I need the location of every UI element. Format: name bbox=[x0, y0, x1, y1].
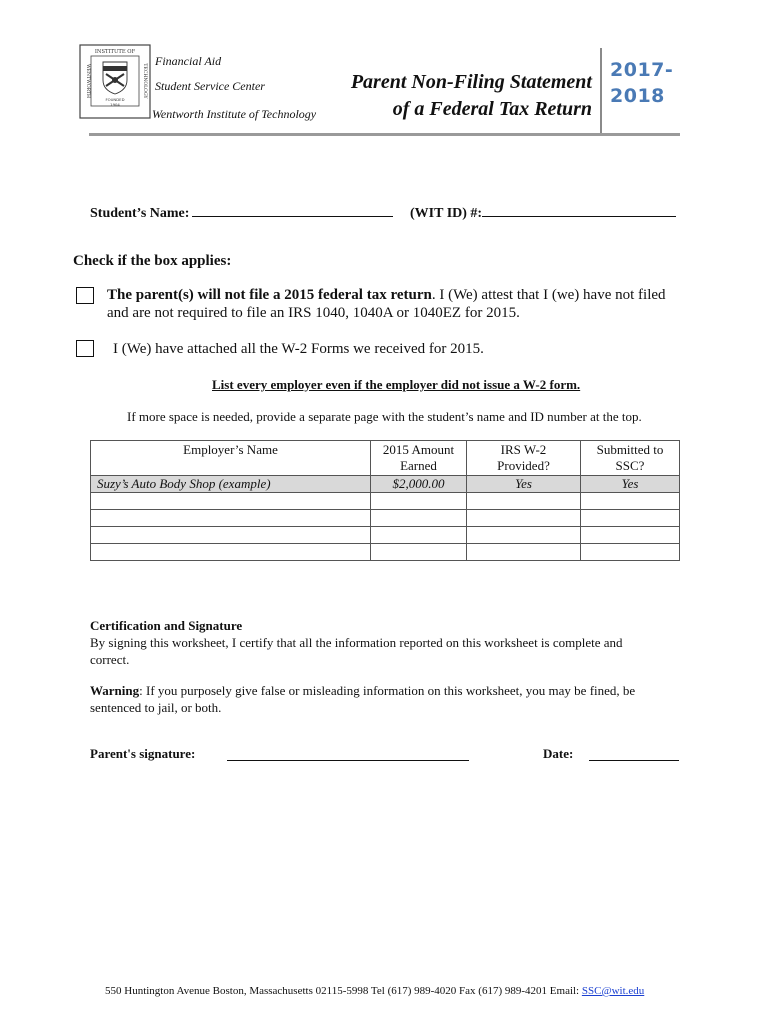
option-not-filing-bold: The parent(s) will not file a 2015 federal tax return bbox=[107, 287, 432, 303]
table-row bbox=[91, 510, 680, 527]
option-not-filing-rest: . I (We) attest that I (we) have not filed bbox=[431, 287, 666, 303]
parent-signature-label: Parent's signature: bbox=[90, 746, 196, 761]
org-institute-name: Wentworth Institute of Technology bbox=[152, 107, 317, 121]
cell-submitted[interactable] bbox=[581, 510, 680, 527]
certification-heading: Certification and Signature bbox=[90, 618, 243, 633]
table-row bbox=[91, 493, 680, 510]
form-title-line2: of a Federal Tax Return bbox=[392, 98, 592, 120]
cell-employer-name[interactable] bbox=[91, 493, 371, 510]
warning-text bbox=[90, 683, 635, 699]
student-name-field[interactable] bbox=[192, 205, 393, 217]
warning-text-line2: sentenced to jail, or both. bbox=[90, 700, 222, 715]
academic-year-line1: 2017- bbox=[610, 59, 674, 81]
warning-text-line1: : If you purposely give false or misleading information on this worksheet, you may be fined, be bbox=[139, 683, 636, 698]
header-employer-name: Employer’s Name bbox=[91, 441, 371, 476]
option-not-filing-text-line2: and are not required to file an IRS 1040, 1040A or 1040EZ for 2015. bbox=[107, 305, 520, 321]
wit-id-label: (WIT ID) #: bbox=[410, 206, 483, 221]
footer-email-link[interactable]: SSC@wit.edu bbox=[581, 985, 645, 997]
header-w2-provided: IRS W-2 Provided? bbox=[467, 441, 581, 476]
header-amount-earned: 2015 Amount Earned bbox=[371, 441, 467, 476]
svg-text:INSTITUTE OF: INSTITUTE OF bbox=[94, 49, 136, 55]
certification-text-line1: By signing this worksheet, I certify that all the information reported on this worksheet is complete and bbox=[90, 635, 623, 650]
cell-employer-name[interactable] bbox=[91, 510, 371, 527]
footer-address: 550 Huntington Avenue Boston, Massachusetts 02115-5998 Tel (617) 989-4020 Fax (617) 989-4201 Email: bbox=[105, 985, 582, 997]
header-divider-vertical bbox=[600, 48, 602, 134]
warning-label: Warning bbox=[90, 683, 140, 698]
org-student-service-center: Student Service Center bbox=[155, 79, 265, 93]
date-field[interactable] bbox=[589, 749, 679, 761]
cell-amount: $2,000.00 bbox=[371, 476, 467, 493]
cell-w2-provided: Yes bbox=[467, 476, 581, 493]
student-name-label: Student’s Name: bbox=[90, 206, 190, 221]
institute-seal-logo bbox=[79, 44, 151, 119]
cell-w2-provided[interactable] bbox=[467, 510, 581, 527]
table-row bbox=[91, 527, 680, 544]
cell-w2-provided[interactable] bbox=[467, 544, 581, 561]
header-submitted-ssc: Submitted to SSC? bbox=[581, 441, 680, 476]
cell-submitted[interactable] bbox=[581, 493, 680, 510]
cell-amount[interactable] bbox=[371, 510, 467, 527]
cell-w2-provided[interactable] bbox=[467, 493, 581, 510]
cell-submitted[interactable] bbox=[581, 544, 680, 561]
cell-employer-name[interactable] bbox=[91, 544, 371, 561]
cell-employer-name: Suzy’s Auto Body Shop (example) bbox=[91, 476, 371, 493]
cell-amount[interactable] bbox=[371, 527, 467, 544]
svg-text:TECHNOLOGY: TECHNOLOGY bbox=[142, 63, 147, 99]
cell-w2-provided[interactable] bbox=[467, 527, 581, 544]
cell-submitted: Yes bbox=[581, 476, 680, 493]
svg-text:FOUNDED: FOUNDED bbox=[105, 97, 125, 102]
employer-table bbox=[90, 440, 680, 561]
cell-amount[interactable] bbox=[371, 493, 467, 510]
option-w2-attached-checkbox[interactable] bbox=[76, 340, 94, 357]
date-label: Date: bbox=[543, 746, 574, 761]
table-header-row bbox=[91, 441, 680, 476]
footer-contact bbox=[105, 985, 644, 997]
org-financial-aid: Financial Aid bbox=[155, 54, 222, 68]
space-note: If more space is needed, provide a separate page with the student’s name and ID number at the top. bbox=[127, 409, 642, 424]
svg-text:WENTWORTH: WENTWORTH bbox=[85, 63, 90, 99]
header-divider-horizontal bbox=[89, 133, 680, 136]
table-row bbox=[91, 544, 680, 561]
option-not-filing-checkbox[interactable] bbox=[76, 287, 94, 304]
svg-text:1904: 1904 bbox=[110, 102, 120, 107]
certification-text-line2: correct. bbox=[90, 652, 130, 667]
option-not-filing-text bbox=[107, 287, 666, 304]
check-heading: Check if the box applies: bbox=[73, 253, 232, 269]
parent-signature-field[interactable] bbox=[227, 749, 469, 761]
academic-year-line2: 2018 bbox=[610, 85, 665, 107]
cell-employer-name[interactable] bbox=[91, 527, 371, 544]
form-title-line1: Parent Non-Filing Statement bbox=[350, 71, 592, 93]
option-w2-attached-text: I (We) have attached all the W-2 Forms we received for 2015. bbox=[113, 341, 484, 357]
wit-id-field[interactable] bbox=[482, 205, 676, 217]
cell-amount[interactable] bbox=[371, 544, 467, 561]
cell-submitted[interactable] bbox=[581, 527, 680, 544]
table-row-example bbox=[91, 476, 680, 493]
employer-instruction: List every employer even if the employer did not issue a W-2 form. bbox=[212, 377, 581, 392]
